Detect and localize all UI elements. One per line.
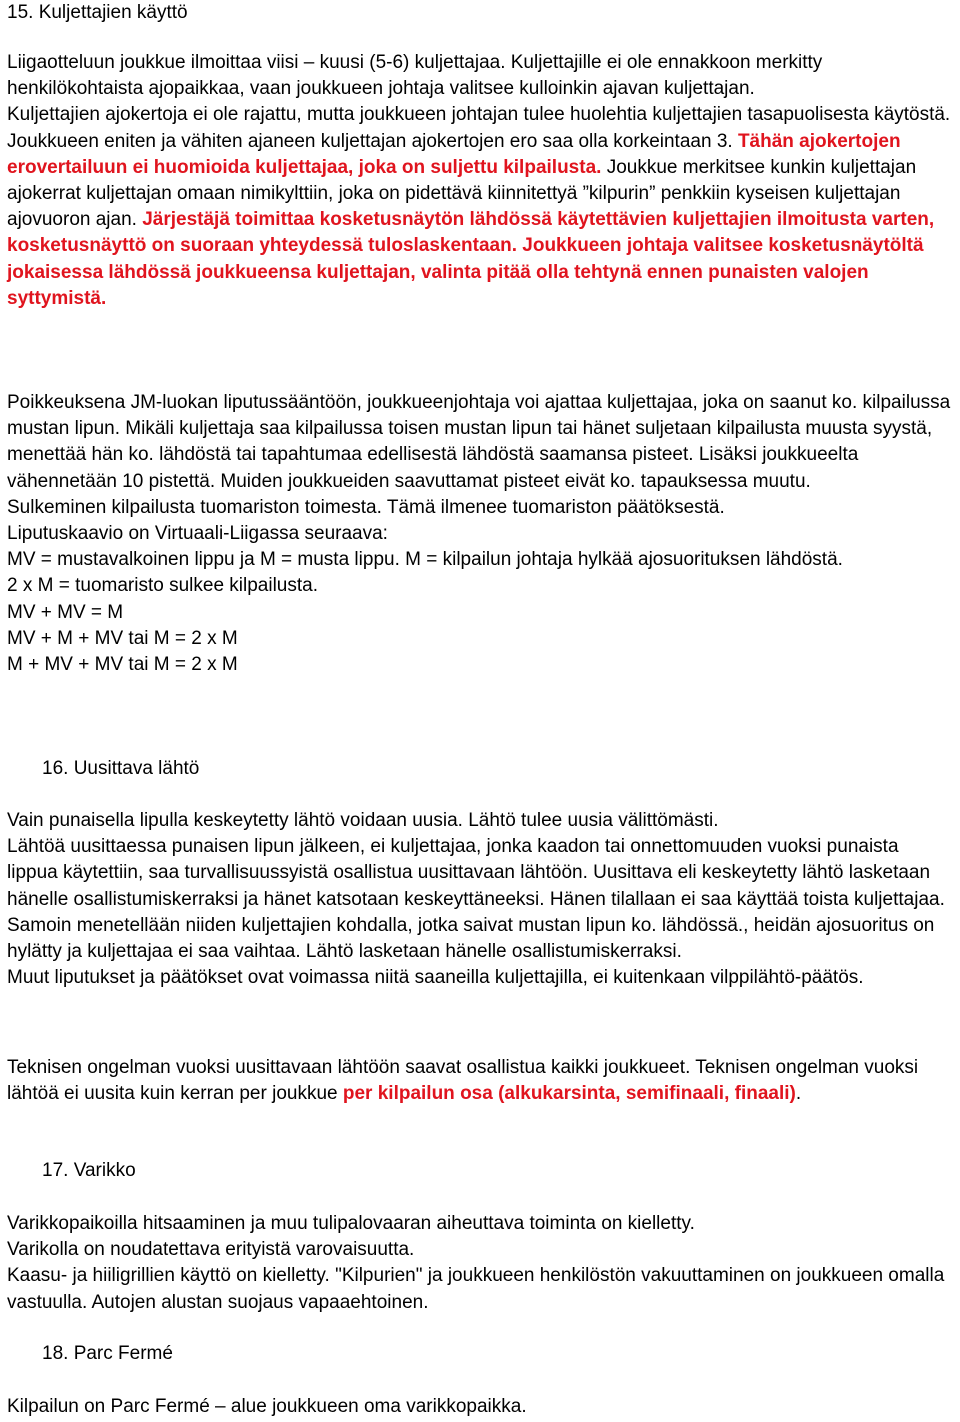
text-line: Liputuskaavio on Virtuaali-Liigassa seuraava: bbox=[7, 523, 388, 545]
heading-text: 15. Kuljettajien käyttö bbox=[7, 2, 188, 23]
paragraph bbox=[7, 1055, 953, 1107]
text-run: . bbox=[795, 1083, 802, 1105]
paragraph bbox=[7, 1394, 953, 1420]
emphasis-text: per kilpailun osa (alkukarsinta, semifinaali, finaali) bbox=[342, 1083, 796, 1105]
text-line: MV = mustavalkoinen lippu ja M = musta lippu. M = kilpailun johtaja hylkää ajosuorituksen lähdöstä. bbox=[7, 549, 843, 571]
text-line: Varikkopaikoilla hitsaaminen ja muu tulipalovaaran aiheuttava toiminta on kielletty. bbox=[7, 1213, 695, 1234]
heading-text: 17. Varikko bbox=[42, 1160, 136, 1181]
text-line: Kilpailun on Parc Fermé – alue joukkueen oma varikkopaikka. bbox=[7, 1396, 527, 1417]
paragraph bbox=[7, 50, 953, 312]
emphasis-text: Tähän ajokertojen erovertailuun ei huomioida kuljettajaa, joka on suljettu kilpailusta. bbox=[7, 130, 901, 178]
heading-text: 18. Parc Fermé bbox=[42, 1343, 173, 1364]
section-18-heading bbox=[7, 1341, 953, 1367]
text-line: Kaasu- ja hiiligrillien käyttö on kielletty. "Kilpurien" ja joukkueen henkilöstön vakuuttaminen on joukkueen omalla vastuulla. Autojen alustan suojaus vapaaehtoinen. bbox=[7, 1265, 945, 1313]
section-16-paragraph-2 bbox=[7, 1055, 953, 1107]
text-line: M + MV + MV tai M = 2 x M bbox=[7, 654, 238, 676]
text-run: Joukkue merkitsee kunkin kuljettajan ajokerrat kuljettajan omaan nimikylttiin, joka on pidettävä kiinnitettyä ”kilpurin” penkkiin kyseisen kuljettajan ajovuoron ajan. bbox=[7, 156, 917, 231]
section-17-paragraph bbox=[7, 1211, 953, 1316]
text-line: Lähtöä uusittaessa punaisen lipun jälkeen, ei kuljettajaa, jonka kaadon tai onnettomuuden vuoksi punaista lippua käytettiin, saa turvallisuussyistä osallistua uusittavaan lähtöön. Uusittava eli keskeytetty lähtö lasketaan hänelle osallistumiskerraksi ja hänet katsotaan keskeyttäneeksi. Hänen tilallaan ei saa käyttää toista kuljettajaa. Samoin menetellään niiden kuljettajien kohdalla, jotka saivat mustan lipun ko. lähdössä., heidän ajosuoritus on hylätty ja kuljettajaa ei saa vaihtaa. Lähtö lasketaan hänelle osallistumiskerraksi. bbox=[7, 836, 945, 963]
paragraph bbox=[7, 390, 953, 678]
section-18-paragraph bbox=[7, 1394, 953, 1420]
text-line: Vain punaisella lipulla keskeytetty lähtö voidaan uusia. Lähtö tulee uusia välittömästi. bbox=[7, 810, 719, 831]
text-line: 2 x M = tuomaristo sulkee kilpailusta. bbox=[7, 575, 318, 597]
text-run: Kuljettajien ajokertoja ei ole rajattu, mutta joukkueen johtajan tulee huolehtia kuljettajien tasapuolisesta käytöstä. Joukkueen eniten ja vähiten ajaneen kuljettajan ajokertojen ero saa olla korkeintaan 3. bbox=[7, 104, 951, 152]
text-line: Poikkeuksena JM-luokan liputussääntöön, joukkueenjohtaja voi ajattaa kuljettajaa, joka on saanut ko. kilpailussa mustan lipun. Mikäli kuljettaja saa kilpailussa toisen mustan lipun tai hänet suljetaan kilpailusta muusta syystä, menettää hän ko. lähdöstä tai tapahtumaa edellisestä lähdöstä saamansa pisteet. Lisäksi joukkueelta vähennetään 10 pistettä. Muiden joukkueiden saavuttamat pisteet eivät ko. tapauksessa muutu. bbox=[7, 392, 951, 492]
text-line: MV + MV = M bbox=[7, 601, 124, 623]
section-15-paragraph-1 bbox=[7, 50, 953, 312]
text-line: Sulkeminen kilpailusta tuomariston toimesta. Tämä ilmenee tuomariston päätöksestä. bbox=[7, 496, 725, 518]
paragraph bbox=[7, 808, 953, 991]
section-16-paragraph-1 bbox=[7, 808, 953, 991]
text-line: Muut liputukset ja päätökset ovat voimassa niitä saaneilla kuljettajilla, ei kuitenkaan vilppilähtö-päätös. bbox=[7, 967, 864, 989]
text-run: Teknisen ongelman vuoksi uusittavaan lähtöön saavat osallistua kaikki joukkueet. Teknisen ongelman vuoksi lähtöä ei uusita kuin kerran per joukkue bbox=[7, 1057, 919, 1105]
section-16-heading bbox=[7, 756, 953, 782]
section-17-heading bbox=[7, 1158, 953, 1184]
emphasis-text: Järjestäjä toimittaa kosketusnäytön lähdössä käytettävien kuljettajien ilmoitusta varten, kosketusnäyttö on suoraan yhteydessä tuloslaskentaan. Joukkueen johtaja valitsee kosketusnäytöltä jokaisessa lähdössä joukkueensa kuljettajan, valinta pitää olla tehtynä ennen punaisten valojen syttymistä. bbox=[7, 209, 935, 309]
section-15-paragraph-2 bbox=[7, 390, 953, 678]
paragraph bbox=[7, 1211, 953, 1316]
section-15-heading bbox=[7, 0, 953, 26]
text-line: Varikolla on noudatettava erityistä varovaisuutta. bbox=[7, 1239, 415, 1261]
heading-text: 16. Uusittava lähtö bbox=[42, 758, 200, 779]
text-run: Liigaotteluun joukkue ilmoittaa viisi – kuusi (5-6) kuljettajaa. Kuljettajille ei ole ennakkoon merkitty henkilökohtaista ajopaikkaa, vaan joukkueen johtaja valitsee kulloinkin ajavan kuljettajan. bbox=[7, 52, 823, 100]
text-line: MV + M + MV tai M = 2 x M bbox=[7, 627, 238, 649]
